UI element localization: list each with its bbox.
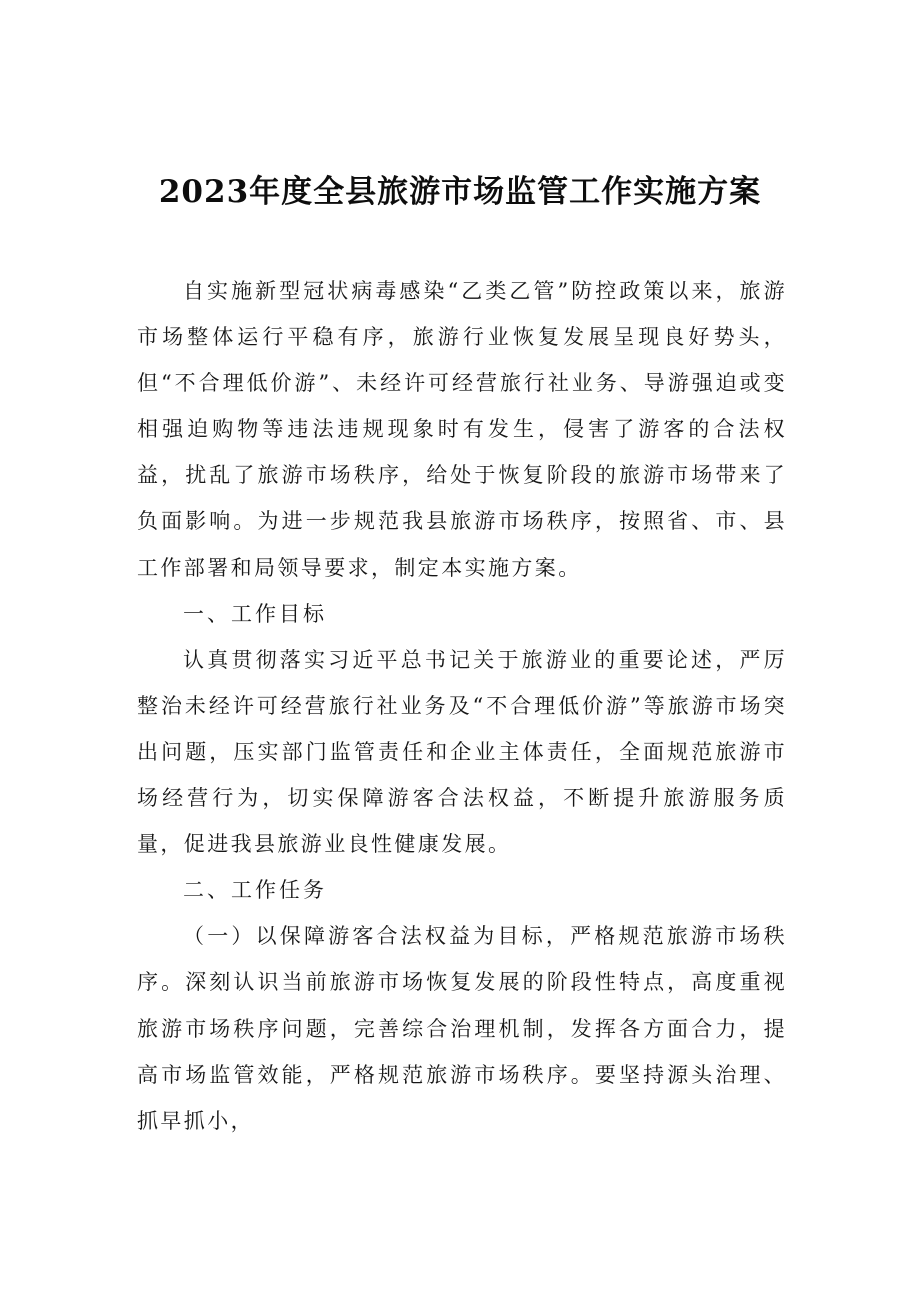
section-heading-tasks: 二、工作任务 xyxy=(183,878,327,903)
document-body xyxy=(137,268,787,1144)
intro-paragraph: 自实施新型冠状病毒感染“乙类乙管”防控政策以来，旅游市场整体运行平稳有序，旅游行业恢复发展呈现良好势头，但“不合理低价游”、未经许可经营旅行社业务、导游强迫或变相强迫购物等违法违规现象时有发生，侵害了游客的合法权益，扰乱了旅游市场秩序，给处于恢复阶段的旅游市场带来了负面影响。为进一步规范我县旅游市场秩序，按照省、市、县工作部署和局领导要求，制定本实施方案。 xyxy=(137,279,787,580)
section-heading-goals: 一、工作目标 xyxy=(183,601,327,626)
goals-paragraph: 认真贯彻落实习近平总书记关于旅游业的重要论述，严厉整治未经许可经营旅行社业务及“不合理低价游”等旅游市场突出问题，压实部门监管责任和企业主体责任，全面规范旅游市场经营行为，切实保障游客合法权益，不断提升旅游服务质量，促进我县旅游业良性健康发展。 xyxy=(137,647,787,857)
task-1-paragraph: （一）以保障游客合法权益为目标，严格规范旅游市场秩序。深刻认识当前旅游市场恢复发展的阶段性特点，高度重视旅游市场秩序问题，完善综合治理机制，发挥各方面合力，提高市场监管效能，严格规范旅游市场秩序。要坚持源头治理、抓早抓小， xyxy=(137,924,787,1133)
document-title: 2023年度全县旅游市场监管工作实施方案 xyxy=(158,174,762,210)
